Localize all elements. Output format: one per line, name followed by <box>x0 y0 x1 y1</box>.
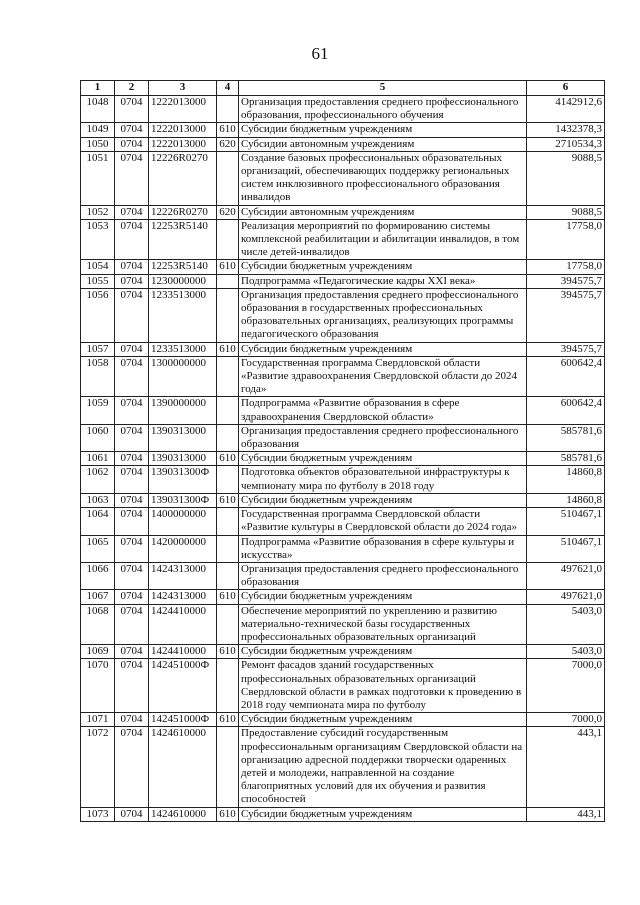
expense-type-code: 610 <box>217 713 239 727</box>
item-name: Организация предоставления среднего профессионального образования в государственных профессиональных образовательных организациях, реализующих программы педагогического образования <box>239 288 527 342</box>
item-name: Организация предоставления среднего профессионального образования <box>239 424 527 451</box>
expense-type-code <box>217 562 239 589</box>
expense-type-code: 610 <box>217 452 239 466</box>
target-article-code: 1424410000 <box>149 645 217 659</box>
item-amount: 9088,5 <box>527 151 605 205</box>
item-name: Субсидии бюджетным учреждениям <box>239 493 527 507</box>
table-row <box>81 713 605 727</box>
table-row <box>81 151 605 205</box>
row-number: 1062 <box>81 466 115 493</box>
target-article-code: 1222013000 <box>149 96 217 123</box>
expense-type-code: 610 <box>217 123 239 137</box>
table-row <box>81 727 605 807</box>
target-article-code: 1300000000 <box>149 356 217 397</box>
item-amount: 1432378,3 <box>527 123 605 137</box>
item-name: Субсидии бюджетным учреждениям <box>239 260 527 274</box>
target-article-code: 1400000000 <box>149 508 217 535</box>
expense-type-code: 610 <box>217 645 239 659</box>
item-name: Субсидии автономным учреждениям <box>239 205 527 219</box>
target-article-code: 139031300Ф <box>149 466 217 493</box>
expense-type-code: 610 <box>217 342 239 356</box>
item-amount: 394575,7 <box>527 288 605 342</box>
table-row <box>81 137 605 151</box>
expense-type-code: 610 <box>217 493 239 507</box>
item-name: Подпрограмма «Педагогические кадры XXI века» <box>239 274 527 288</box>
table-row <box>81 452 605 466</box>
section-code: 0704 <box>115 96 149 123</box>
section-code: 0704 <box>115 356 149 397</box>
section-code: 0704 <box>115 508 149 535</box>
item-name: Обеспечение мероприятий по укреплению и развитию материально-технической базы государственных профессиональных образовательных организаций <box>239 604 527 645</box>
row-number: 1071 <box>81 713 115 727</box>
target-article-code: 12253R5140 <box>149 219 217 260</box>
section-code: 0704 <box>115 604 149 645</box>
item-name: Государственная программа Свердловской области «Развитие здравоохранения Свердловской области до 2024 года» <box>239 356 527 397</box>
table-row <box>81 590 605 604</box>
target-article-code: 12226R0270 <box>149 151 217 205</box>
table-row <box>81 260 605 274</box>
item-amount: 7000,0 <box>527 713 605 727</box>
row-number: 1064 <box>81 508 115 535</box>
item-name: Субсидии бюджетным учреждениям <box>239 713 527 727</box>
row-number: 1065 <box>81 535 115 562</box>
section-code: 0704 <box>115 452 149 466</box>
item-amount: 600642,4 <box>527 356 605 397</box>
table-row <box>81 508 605 535</box>
header-col-2: 2 <box>115 81 149 96</box>
row-number: 1049 <box>81 123 115 137</box>
table-row <box>81 205 605 219</box>
expense-type-code <box>217 151 239 205</box>
item-name: Подготовка объектов образовательной инфраструктуры к чемпионату мира по футболу в 2018 году <box>239 466 527 493</box>
target-article-code: 1222013000 <box>149 137 217 151</box>
expense-type-code <box>217 508 239 535</box>
table-row <box>81 424 605 451</box>
page-number: 61 <box>311 44 329 63</box>
target-article-code: 142451000Ф <box>149 659 217 713</box>
item-amount: 497621,0 <box>527 590 605 604</box>
item-amount: 394575,7 <box>527 342 605 356</box>
item-amount: 497621,0 <box>527 562 605 589</box>
section-code: 0704 <box>115 274 149 288</box>
item-name: Субсидии бюджетным учреждениям <box>239 452 527 466</box>
section-code: 0704 <box>115 219 149 260</box>
table-row <box>81 274 605 288</box>
table-header-row <box>81 81 605 96</box>
table-row <box>81 356 605 397</box>
target-article-code: 1222013000 <box>149 123 217 137</box>
section-code: 0704 <box>115 260 149 274</box>
expense-type-code: 620 <box>217 205 239 219</box>
target-article-code: 1390000000 <box>149 397 217 424</box>
header-col-6: 6 <box>527 81 605 96</box>
item-amount: 510467,1 <box>527 508 605 535</box>
section-code: 0704 <box>115 205 149 219</box>
item-amount: 2710534,3 <box>527 137 605 151</box>
section-code: 0704 <box>115 645 149 659</box>
target-article-code: 1233513000 <box>149 342 217 356</box>
item-amount: 14860,8 <box>527 466 605 493</box>
row-number: 1069 <box>81 645 115 659</box>
header-col-5: 5 <box>239 81 527 96</box>
table-row <box>81 645 605 659</box>
expense-type-code <box>217 96 239 123</box>
section-code: 0704 <box>115 493 149 507</box>
expense-type-code: 610 <box>217 260 239 274</box>
row-number: 1057 <box>81 342 115 356</box>
row-number: 1068 <box>81 604 115 645</box>
item-amount: 7000,0 <box>527 659 605 713</box>
table-row <box>81 123 605 137</box>
table-row <box>81 807 605 821</box>
target-article-code: 1424410000 <box>149 604 217 645</box>
section-code: 0704 <box>115 659 149 713</box>
item-amount: 5403,0 <box>527 604 605 645</box>
section-code: 0704 <box>115 535 149 562</box>
item-name: Организация предоставления среднего профессионального образования <box>239 562 527 589</box>
target-article-code: 1233513000 <box>149 288 217 342</box>
table-row <box>81 397 605 424</box>
item-amount: 585781,6 <box>527 452 605 466</box>
row-number: 1061 <box>81 452 115 466</box>
item-name: Подпрограмма «Развитие образования в сфере культуры и искусства» <box>239 535 527 562</box>
row-number: 1059 <box>81 397 115 424</box>
item-amount: 5403,0 <box>527 645 605 659</box>
expense-type-code <box>217 535 239 562</box>
item-name: Субсидии бюджетным учреждениям <box>239 342 527 356</box>
target-article-code: 142451000Ф <box>149 713 217 727</box>
item-amount: 600642,4 <box>527 397 605 424</box>
table-row <box>81 466 605 493</box>
item-amount: 394575,7 <box>527 274 605 288</box>
section-code: 0704 <box>115 342 149 356</box>
header-col-4: 4 <box>217 81 239 96</box>
header-col-3: 3 <box>149 81 217 96</box>
target-article-code: 1420000000 <box>149 535 217 562</box>
target-article-code: 12226R0270 <box>149 205 217 219</box>
row-number: 1060 <box>81 424 115 451</box>
item-name: Субсидии бюджетным учреждениям <box>239 645 527 659</box>
section-code: 0704 <box>115 727 149 807</box>
row-number: 1067 <box>81 590 115 604</box>
row-number: 1050 <box>81 137 115 151</box>
item-name: Субсидии бюджетным учреждениям <box>239 123 527 137</box>
table-row <box>81 535 605 562</box>
table-row <box>81 604 605 645</box>
item-name: Подпрограмма «Развитие образования в сфере здравоохранения Свердловской области» <box>239 397 527 424</box>
section-code: 0704 <box>115 151 149 205</box>
expense-type-code: 610 <box>217 807 239 821</box>
target-article-code: 12253R5140 <box>149 260 217 274</box>
table-row <box>81 493 605 507</box>
expense-type-code <box>217 274 239 288</box>
item-name: Создание базовых профессиональных образовательных организаций, обеспечивающих поддержку региональных систем инклюзивного профессионального образования инвалидов <box>239 151 527 205</box>
section-code: 0704 <box>115 137 149 151</box>
item-amount: 443,1 <box>527 727 605 807</box>
expense-type-code <box>217 356 239 397</box>
expense-type-code: 610 <box>217 590 239 604</box>
budget-table <box>80 80 605 822</box>
table-row <box>81 659 605 713</box>
row-number: 1055 <box>81 274 115 288</box>
item-name: Предоставление субсидий государственным профессиональным организациям Свердловской области на организацию адресной поддержки творчески одаренных детей и молодежи, направленной на создание благоприятных условий для их обучения и развития способностей <box>239 727 527 807</box>
target-article-code: 139031300Ф <box>149 493 217 507</box>
row-number: 1070 <box>81 659 115 713</box>
table-row <box>81 562 605 589</box>
item-name: Субсидии бюджетным учреждениям <box>239 807 527 821</box>
row-number: 1053 <box>81 219 115 260</box>
target-article-code: 1390313000 <box>149 424 217 451</box>
target-article-code: 1424610000 <box>149 727 217 807</box>
item-amount: 9088,5 <box>527 205 605 219</box>
row-number: 1054 <box>81 260 115 274</box>
expense-type-code <box>217 727 239 807</box>
expense-type-code <box>217 219 239 260</box>
item-name: Государственная программа Свердловской области «Развитие культуры в Свердловской области до 2024 года» <box>239 508 527 535</box>
row-number: 1048 <box>81 96 115 123</box>
item-name: Реализация мероприятий по формированию системы комплексной реабилитации и абилитации инвалидов, в том числе детей-инвалидов <box>239 219 527 260</box>
section-code: 0704 <box>115 424 149 451</box>
table-row <box>81 219 605 260</box>
expense-type-code: 620 <box>217 137 239 151</box>
expense-type-code <box>217 466 239 493</box>
item-amount: 510467,1 <box>527 535 605 562</box>
item-amount: 443,1 <box>527 807 605 821</box>
section-code: 0704 <box>115 562 149 589</box>
target-article-code: 1390313000 <box>149 452 217 466</box>
expense-type-code <box>217 604 239 645</box>
item-amount: 585781,6 <box>527 424 605 451</box>
item-name: Субсидии бюджетным учреждениям <box>239 590 527 604</box>
row-number: 1066 <box>81 562 115 589</box>
expense-type-code <box>217 424 239 451</box>
section-code: 0704 <box>115 590 149 604</box>
table-row <box>81 288 605 342</box>
row-number: 1051 <box>81 151 115 205</box>
item-amount: 17758,0 <box>527 260 605 274</box>
section-code: 0704 <box>115 807 149 821</box>
expense-type-code <box>217 288 239 342</box>
item-name: Субсидии автономным учреждениям <box>239 137 527 151</box>
item-amount: 17758,0 <box>527 219 605 260</box>
item-amount: 14860,8 <box>527 493 605 507</box>
target-article-code: 1424313000 <box>149 562 217 589</box>
header-col-1: 1 <box>81 81 115 96</box>
section-code: 0704 <box>115 713 149 727</box>
item-name: Ремонт фасадов зданий государственных профессиональных образовательных организаций Свердловской области в рамках подготовки к проведению в 2018 году чемпионата мира по футболу <box>239 659 527 713</box>
row-number: 1063 <box>81 493 115 507</box>
row-number: 1072 <box>81 727 115 807</box>
item-name: Организация предоставления среднего профессионального образования, профессионального обучения <box>239 96 527 123</box>
section-code: 0704 <box>115 123 149 137</box>
row-number: 1052 <box>81 205 115 219</box>
section-code: 0704 <box>115 397 149 424</box>
expense-type-code <box>217 397 239 424</box>
row-number: 1056 <box>81 288 115 342</box>
row-number: 1058 <box>81 356 115 397</box>
row-number: 1073 <box>81 807 115 821</box>
target-article-code: 1424610000 <box>149 807 217 821</box>
expense-type-code <box>217 659 239 713</box>
table-row <box>81 342 605 356</box>
target-article-code: 1424313000 <box>149 590 217 604</box>
item-amount: 4142912,6 <box>527 96 605 123</box>
section-code: 0704 <box>115 466 149 493</box>
table-row <box>81 96 605 123</box>
target-article-code: 1230000000 <box>149 274 217 288</box>
section-code: 0704 <box>115 288 149 342</box>
